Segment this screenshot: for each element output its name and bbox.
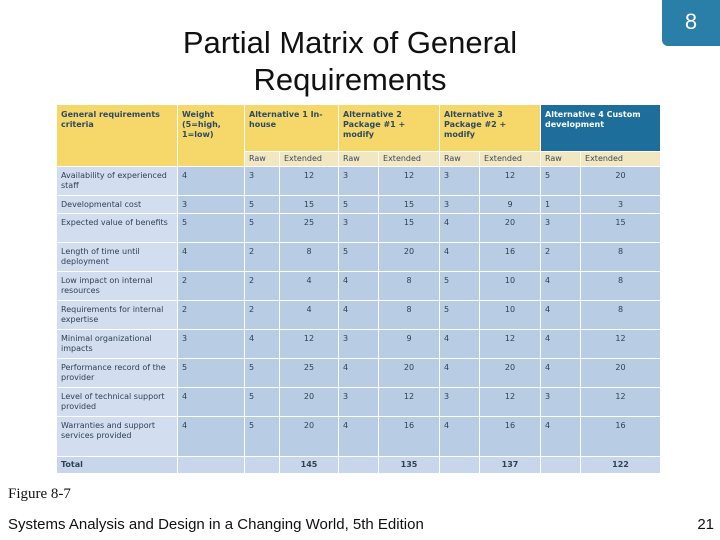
raw-cell: 1 xyxy=(541,196,581,214)
extended-cell: 25 xyxy=(280,359,339,388)
table-row xyxy=(57,167,661,196)
raw-cell: 5 xyxy=(245,388,280,417)
criteria-cell: Level of technical support provided xyxy=(57,388,178,417)
extended-cell: 20 xyxy=(480,359,541,388)
extended-cell: 4 xyxy=(280,272,339,301)
raw-cell: 4 xyxy=(245,330,280,359)
raw-cell: 4 xyxy=(541,359,581,388)
raw-cell: 4 xyxy=(339,301,379,330)
raw-cell: 3 xyxy=(339,330,379,359)
total-weight-empty xyxy=(178,457,245,474)
table-row xyxy=(57,359,661,388)
raw-cell: 2 xyxy=(245,272,280,301)
raw-cell: 4 xyxy=(440,330,480,359)
weight-cell: 2 xyxy=(178,272,245,301)
raw-cell: 5 xyxy=(440,301,480,330)
extended-cell: 12 xyxy=(379,388,440,417)
extended-cell: 12 xyxy=(581,388,661,417)
total-row xyxy=(57,457,661,474)
extended-cell: 10 xyxy=(480,272,541,301)
subheader-extended: Extended xyxy=(581,152,661,167)
raw-cell: 5 xyxy=(245,417,280,457)
extended-cell: 12 xyxy=(280,167,339,196)
extended-cell: 12 xyxy=(280,330,339,359)
raw-cell: 3 xyxy=(440,388,480,417)
table-row xyxy=(57,214,661,243)
subheader-raw: Raw xyxy=(339,152,379,167)
slide-number-badge xyxy=(662,0,720,46)
total-alt4: 122 xyxy=(581,457,661,474)
raw-cell: 3 xyxy=(339,214,379,243)
extended-cell: 12 xyxy=(581,330,661,359)
extended-cell: 16 xyxy=(480,243,541,272)
raw-cell: 4 xyxy=(541,330,581,359)
header-criteria: General requirements criteria xyxy=(57,105,178,167)
raw-cell: 2 xyxy=(245,243,280,272)
raw-cell: 3 xyxy=(541,214,581,243)
raw-cell: 4 xyxy=(541,417,581,457)
raw-cell: 2 xyxy=(541,243,581,272)
weight-cell: 4 xyxy=(178,243,245,272)
extended-cell: 20 xyxy=(581,167,661,196)
subheader-raw: Raw xyxy=(245,152,280,167)
total-alt1: 145 xyxy=(280,457,339,474)
extended-cell: 12 xyxy=(379,167,440,196)
subheader-extended: Extended xyxy=(480,152,541,167)
extended-cell: 20 xyxy=(280,417,339,457)
table-row xyxy=(57,417,661,457)
extended-cell: 20 xyxy=(280,388,339,417)
table-row xyxy=(57,388,661,417)
table-row xyxy=(57,272,661,301)
header-alt3: Alternative 3 Package #2 + modify xyxy=(440,105,541,152)
slide-number: 8 xyxy=(684,9,698,34)
criteria-cell: Developmental cost xyxy=(57,196,178,214)
matrix-table xyxy=(56,104,661,474)
weight-cell: 3 xyxy=(178,196,245,214)
total-raw-empty xyxy=(339,457,379,474)
raw-cell: 4 xyxy=(339,417,379,457)
slide-title: Partial Matrix of General Requirements xyxy=(182,25,518,97)
extended-cell: 25 xyxy=(280,214,339,243)
criteria-cell: Minimal organizational impacts xyxy=(57,330,178,359)
extended-cell: 15 xyxy=(379,196,440,214)
weight-cell: 3 xyxy=(178,330,245,359)
total-raw-empty xyxy=(440,457,480,474)
criteria-cell: Expected value of benefits xyxy=(57,214,178,243)
raw-cell: 5 xyxy=(541,167,581,196)
raw-cell: 3 xyxy=(339,167,379,196)
weight-cell: 4 xyxy=(178,167,245,196)
header-row xyxy=(57,105,661,152)
raw-cell: 4 xyxy=(339,272,379,301)
extended-cell: 20 xyxy=(581,359,661,388)
subheader-extended: Extended xyxy=(280,152,339,167)
extended-cell: 20 xyxy=(480,214,541,243)
extended-cell: 8 xyxy=(379,272,440,301)
extended-cell: 3 xyxy=(581,196,661,214)
subheader-extended: Extended xyxy=(379,152,440,167)
raw-cell: 5 xyxy=(440,272,480,301)
raw-cell: 5 xyxy=(245,214,280,243)
raw-cell: 4 xyxy=(339,359,379,388)
extended-cell: 12 xyxy=(480,330,541,359)
figure-caption: Figure 8-7 xyxy=(8,486,71,502)
raw-cell: 4 xyxy=(440,417,480,457)
extended-cell: 20 xyxy=(379,359,440,388)
criteria-cell: Warranties and support services provided xyxy=(57,417,178,457)
criteria-cell: Performance record of the provider xyxy=(57,359,178,388)
criteria-cell: Low impact on internal resources xyxy=(57,272,178,301)
header-alt2: Alternative 2 Package #1 + modify xyxy=(339,105,440,152)
extended-cell: 9 xyxy=(480,196,541,214)
header-weight: Weight (5=high, 1=low) xyxy=(178,105,245,167)
table-row xyxy=(57,330,661,359)
extended-cell: 15 xyxy=(379,214,440,243)
raw-cell: 3 xyxy=(245,167,280,196)
extended-cell: 8 xyxy=(581,272,661,301)
extended-cell: 9 xyxy=(379,330,440,359)
raw-cell: 3 xyxy=(541,388,581,417)
extended-cell: 12 xyxy=(480,167,541,196)
weight-cell: 4 xyxy=(178,388,245,417)
raw-cell: 5 xyxy=(339,196,379,214)
raw-cell: 3 xyxy=(440,196,480,214)
page-number: 21 xyxy=(697,516,714,533)
extended-cell: 8 xyxy=(581,243,661,272)
raw-cell: 5 xyxy=(245,196,280,214)
extended-cell: 15 xyxy=(280,196,339,214)
criteria-cell: Length of time until deployment xyxy=(57,243,178,272)
extended-cell: 12 xyxy=(480,388,541,417)
raw-cell: 4 xyxy=(440,359,480,388)
weight-cell: 5 xyxy=(178,359,245,388)
raw-cell: 5 xyxy=(245,359,280,388)
extended-cell: 16 xyxy=(480,417,541,457)
header-alt4: Alternative 4 Custom development xyxy=(541,105,661,152)
extended-cell: 20 xyxy=(379,243,440,272)
raw-cell: 4 xyxy=(440,243,480,272)
raw-cell: 3 xyxy=(440,167,480,196)
subheader-raw: Raw xyxy=(440,152,480,167)
total-raw-empty xyxy=(245,457,280,474)
raw-cell: 3 xyxy=(339,388,379,417)
total-alt2: 135 xyxy=(379,457,440,474)
extended-cell: 8 xyxy=(379,301,440,330)
weight-cell: 2 xyxy=(178,301,245,330)
matrix-body xyxy=(57,167,661,474)
raw-cell: 4 xyxy=(440,214,480,243)
extended-cell: 15 xyxy=(581,214,661,243)
total-alt3: 137 xyxy=(480,457,541,474)
table-row xyxy=(57,196,661,214)
raw-cell: 4 xyxy=(541,301,581,330)
subheader-raw: Raw xyxy=(541,152,581,167)
weight-cell: 5 xyxy=(178,214,245,243)
raw-cell: 2 xyxy=(245,301,280,330)
criteria-cell: Availability of experienced staff xyxy=(57,167,178,196)
extended-cell: 8 xyxy=(581,301,661,330)
criteria-cell: Requirements for internal expertise xyxy=(57,301,178,330)
weight-cell: 4 xyxy=(178,417,245,457)
slide-footer: Systems Analysis and Design in a Changing World, 5th Edition xyxy=(8,516,424,533)
extended-cell: 16 xyxy=(379,417,440,457)
extended-cell: 8 xyxy=(280,243,339,272)
table-row xyxy=(57,243,661,272)
total-label: Total xyxy=(57,457,178,474)
total-raw-empty xyxy=(541,457,581,474)
extended-cell: 16 xyxy=(581,417,661,457)
extended-cell: 10 xyxy=(480,301,541,330)
extended-cell: 4 xyxy=(280,301,339,330)
table-row xyxy=(57,301,661,330)
raw-cell: 4 xyxy=(541,272,581,301)
raw-cell: 5 xyxy=(339,243,379,272)
requirements-matrix xyxy=(56,104,660,476)
header-alt1: Alternative 1 In-house xyxy=(245,105,339,152)
